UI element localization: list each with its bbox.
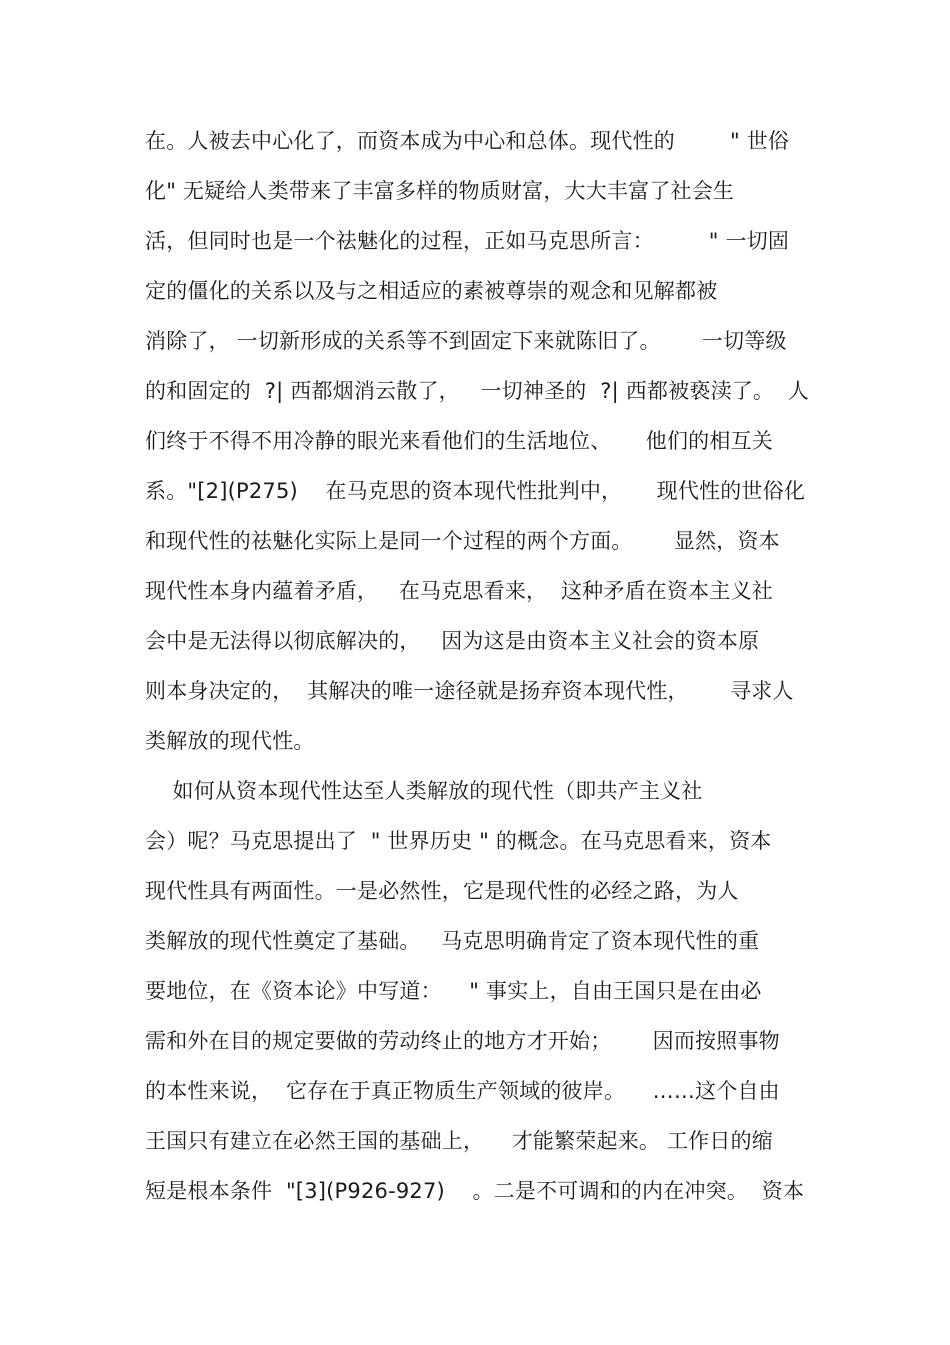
text-line: 活，但同时也是一个祛魅化的过程，正如马克思所言： " 一切固 (145, 229, 790, 253)
body-text (145, 121, 810, 1221)
text-line: 则本身决定的， 其解决的唯一途径就是扬弃资本现代性， 寻求人 (145, 679, 794, 703)
text-line: 短是根本条件 "[3](P926-927) 。二是不可调和的内在冲突。 资本 (145, 1179, 805, 1203)
text-line: 定的僵化的关系以及与之相适应的素被尊崇的观念和见解都被 (145, 279, 718, 303)
text-line: 类解放的现代性奠定了基础。 马克思明确肯定了资本现代性的重 (145, 929, 760, 953)
text-line: 现代性具有两面性。一是必然性，它是现代性的必经之路，为人 (145, 879, 739, 903)
text-line: 类解放的现代性。 (145, 729, 315, 753)
text-line: 需和外在目的规定要做的劳动终止的地方才开始； 因而按照事物 (145, 1029, 780, 1053)
text-line: 在。人被去中心化了，而资本成为中心和总体。现代性的 " 世俗 (145, 129, 790, 153)
text-line: 会中是无法得以彻底解决的， 因为这是由资本主义社会的资本原 (145, 629, 760, 653)
text-line: 系。"[2](P275) 在马克思的资本现代性批判中， 现代性的世俗化 (145, 479, 806, 503)
text-line: 要地位，在《资本论》中写道： " 事实上，自由王国只是在由必 (145, 979, 762, 1003)
text-line: 的和固定的 ?| 西都烟消云散了， 一切神圣的 ?| 西都被亵渎了。 人 (145, 379, 810, 403)
text-line: 的本性来说， 它存在于真正物质生产领域的彼岸。 ……这个自由 (145, 1079, 780, 1103)
text-line: 们终于不得不用冷静的眼光来看他们的生活地位、 他们的相互关 (145, 429, 773, 453)
text-line: 会）呢？马克思提出了 " 世界历史 " 的概念。在马克思看来，资本 (145, 829, 772, 853)
text-line: 如何从资本现代性达至人类解放的现代性（即共产主义社 (145, 779, 703, 803)
text-line: 和现代性的祛魅化实际上是同一个过程的两个方面。 显然，资本 (145, 529, 780, 553)
text-line: 现代性本身内蕴着矛盾， 在马克思看来， 这种矛盾在资本主义社 (145, 579, 773, 603)
text-line: 化" 无疑给人类带来了丰富多样的物质财富，大大丰富了社会生 (145, 179, 735, 203)
text-line: 王国只有建立在必然王国的基础上， 才能繁荣起来。 工作日的缩 (145, 1129, 773, 1153)
text-line: 消除了， 一切新形成的关系等不到固定下来就陈旧了。 一切等级 (145, 329, 787, 353)
